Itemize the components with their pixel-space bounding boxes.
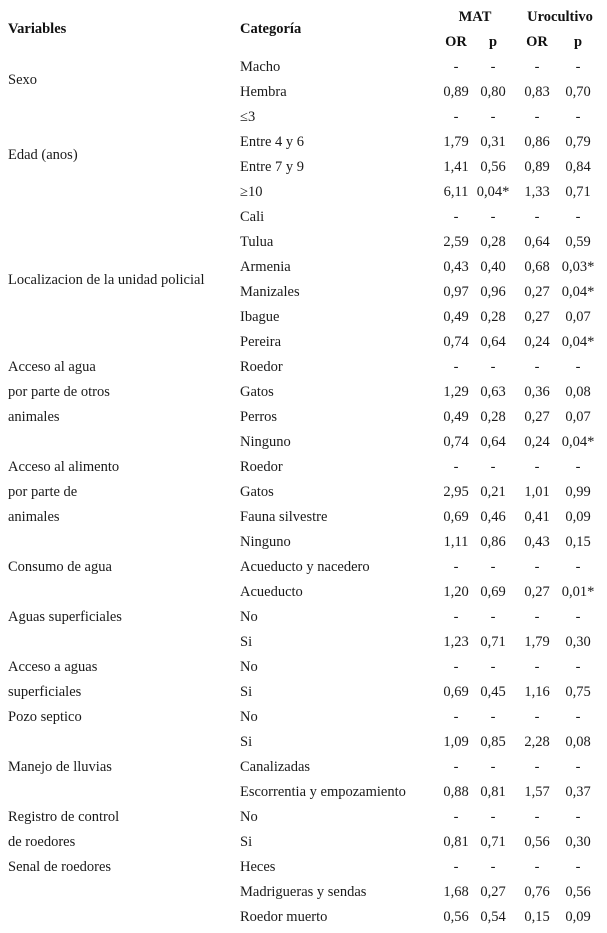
variable-label: Acceso a aguas [8,659,98,675]
variable-label: Aguas superficiales [8,609,122,625]
variable-label: animales [8,409,60,425]
mat-p-cell: 0,69 [480,584,506,600]
uro-p-cell: 0,59 [565,234,591,250]
mat-p-cell: 0,54 [480,909,506,925]
mat-p-cell: - [490,459,496,475]
mat-or-cell: 1,29 [443,384,469,400]
mat-or-cell: 0,88 [443,784,469,800]
uro-p-cell: - [575,209,581,225]
header-uro-or: OR [526,34,548,50]
mat-p-cell: 0,28 [480,409,506,425]
uro-or-cell: 0,24 [524,334,550,350]
uro-p-cell: 0,56 [565,884,591,900]
mat-p-cell: - [490,809,496,825]
uro-or-cell: 0,64 [524,234,550,250]
category-cell: Tulua [240,234,274,250]
uro-or-cell: 1,33 [524,184,550,200]
mat-or-cell: 1,23 [443,634,469,650]
mat-p-cell: - [490,709,496,725]
uro-p-cell: 0,75 [565,684,591,700]
uro-p-cell: 0,08 [565,384,591,400]
mat-p-cell: - [490,209,496,225]
uro-or-cell: - [534,109,540,125]
uro-or-cell: - [534,659,540,675]
category-cell: Ninguno [240,434,291,450]
header-mat: MAT [458,9,492,25]
category-cell: Entre 4 y 6 [240,134,305,150]
mat-or-cell: - [453,559,459,575]
mat-p-cell: - [490,759,496,775]
mat-p-cell: 0,40 [480,259,506,275]
mat-or-cell: 1,79 [443,134,469,150]
category-cell: No [240,709,258,725]
mat-or-cell: - [453,209,459,225]
mat-or-cell: 0,74 [443,434,469,450]
category-cell: Heces [240,859,276,875]
uro-p-cell: 0,07 [565,409,591,425]
uro-p-cell: - [575,59,581,75]
category-cell: Acueducto y nacedero [240,559,370,575]
uro-p-cell: 0,01* [561,584,595,600]
mat-p-cell: 0,31 [480,134,506,150]
mat-or-cell: - [453,609,459,625]
uro-or-cell: 0,27 [524,584,550,600]
uro-p-cell: 0,09 [565,909,591,925]
category-cell: Gatos [240,384,274,400]
category-cell: Gatos [240,484,274,500]
header-uro-p: p [573,34,583,50]
mat-p-cell: 0,04* [476,184,510,200]
uro-p-cell: 0,99 [565,484,591,500]
category-cell: ≤3 [240,109,256,125]
category-cell: Roedor [240,359,283,375]
uro-or-cell: 0,76 [524,884,550,900]
uro-p-cell: 0,30 [565,634,591,650]
uro-p-cell: - [575,859,581,875]
uro-or-cell: - [534,559,540,575]
uro-or-cell: 0,89 [524,159,550,175]
uro-or-cell: - [534,609,540,625]
category-cell: Escorrentia y empozamiento [240,784,406,800]
uro-p-cell: 0,79 [565,134,591,150]
mat-p-cell: 0,96 [480,284,506,300]
mat-or-cell: 0,97 [443,284,469,300]
category-cell: Canalizadas [240,759,311,775]
variable-label: por parte de [8,484,78,500]
category-cell: Roedor [240,459,283,475]
category-cell: No [240,809,258,825]
mat-or-cell: 2,59 [443,234,469,250]
mat-p-cell: 0,71 [480,834,506,850]
category-cell: Si [240,684,253,700]
category-cell: No [240,609,258,625]
mat-p-cell: 0,21 [480,484,506,500]
variable-label: Senal de roedores [8,859,112,875]
uro-or-cell: - [534,359,540,375]
category-cell: Madrigueras y sendas [240,884,367,900]
header-categoria: Categoría [240,21,302,37]
mat-p-cell: 0,85 [480,734,506,750]
uro-or-cell: - [534,459,540,475]
uro-p-cell: 0,37 [565,784,591,800]
mat-or-cell: - [453,59,459,75]
mat-or-cell: 1,11 [443,534,469,550]
variable-label: Sexo [8,71,37,88]
variable-label: animales [8,509,60,525]
category-cell: Pereira [240,334,282,350]
uro-p-cell: - [575,559,581,575]
category-cell: Ibague [240,309,280,325]
mat-p-cell: 0,86 [480,534,506,550]
mat-p-cell: 0,81 [480,784,506,800]
variable-label: Registro de control [8,809,120,825]
uro-or-cell: 0,27 [524,409,550,425]
uro-or-cell: 0,86 [524,134,550,150]
mat-p-cell: - [490,609,496,625]
header-urocultivo: Urocultivo [527,9,593,25]
uro-p-cell: 0,70 [565,84,591,100]
uro-p-cell: - [575,609,581,625]
mat-p-cell: 0,27 [480,884,506,900]
variable-label: Pozo septico [8,709,82,725]
uro-or-cell: - [534,759,540,775]
mat-or-cell: 6,11 [443,184,469,200]
category-cell: Si [240,734,253,750]
mat-or-cell: 0,43 [443,259,469,275]
category-cell: Hembra [240,84,287,100]
mat-or-cell: 2,95 [443,484,469,500]
mat-or-cell: 1,20 [443,584,469,600]
uro-p-cell: 0,71 [565,184,591,200]
uro-p-cell: 0,07 [565,309,591,325]
uro-or-cell: 0,83 [524,84,550,100]
uro-or-cell: 1,16 [524,684,550,700]
category-cell: Manizales [240,284,300,300]
mat-p-cell: 0,45 [480,684,506,700]
uro-p-cell: 0,08 [565,734,591,750]
uro-p-cell: - [575,659,581,675]
mat-p-cell: 0,63 [480,384,506,400]
mat-or-cell: 0,49 [443,309,469,325]
mat-or-cell: 0,69 [443,684,469,700]
mat-or-cell: 0,74 [443,334,469,350]
category-cell: No [240,659,258,675]
header-variables: Variables [8,21,67,37]
mat-p-cell: 0,64 [480,434,506,450]
category-cell: Si [240,634,253,650]
mat-p-cell: - [490,659,496,675]
mat-or-cell: 0,81 [443,834,469,850]
category-cell: Macho [240,59,281,75]
mat-p-cell: 0,80 [480,84,506,100]
category-cell: Armenia [240,259,291,275]
mat-or-cell: - [453,809,459,825]
mat-or-cell: 0,56 [443,909,469,925]
mat-or-cell: 1,09 [443,734,469,750]
category-cell: ≥10 [240,184,263,200]
mat-p-cell: 0,28 [480,309,506,325]
mat-or-cell: - [453,859,459,875]
category-cell: Ninguno [240,534,291,550]
category-cell: Acueducto [240,584,303,600]
variable-label: de roedores [8,834,76,850]
mat-or-cell: 1,41 [443,159,469,175]
uro-p-cell: 0,04* [561,284,595,300]
variable-label: superficiales [8,684,82,700]
mat-p-cell: 0,28 [480,234,506,250]
uro-or-cell: - [534,859,540,875]
uro-p-cell: 0,15 [565,534,591,550]
mat-p-cell: 0,46 [480,509,506,525]
mat-or-cell: - [453,759,459,775]
category-cell: Si [240,834,253,850]
uro-p-cell: 0,30 [565,834,591,850]
uro-p-cell: 0,09 [565,509,591,525]
uro-p-cell: 0,84 [565,159,591,175]
uro-or-cell: 0,27 [524,309,550,325]
mat-or-cell: - [453,709,459,725]
category-cell: Roedor muerto [240,909,328,925]
category-cell: Cali [240,209,265,225]
uro-p-cell: - [575,459,581,475]
uro-or-cell: 1,57 [524,784,550,800]
mat-or-cell: - [453,659,459,675]
uro-p-cell: - [575,109,581,125]
mat-or-cell: 0,49 [443,409,469,425]
uro-p-cell: - [575,709,581,725]
uro-or-cell: 0,68 [524,259,550,275]
mat-p-cell: - [490,559,496,575]
variable-label: Acceso al agua [8,359,96,375]
mat-p-cell: - [490,59,496,75]
uro-or-cell: 1,01 [524,484,550,500]
mat-or-cell: - [453,109,459,125]
variable-label: Manejo de lluvias [8,759,112,775]
uro-p-cell: - [575,809,581,825]
uro-or-cell: - [534,209,540,225]
mat-p-cell: 0,56 [480,159,506,175]
variable-label: Localizacion de la unidad policial [8,271,205,288]
uro-p-cell: - [575,759,581,775]
uro-or-cell: - [534,809,540,825]
mat-or-cell: - [453,359,459,375]
mat-p-cell: - [490,359,496,375]
uro-or-cell: 2,28 [524,734,550,750]
mat-or-cell: 1,68 [443,884,469,900]
uro-or-cell: 0,24 [524,434,550,450]
mat-or-cell: - [453,459,459,475]
category-cell: Fauna silvestre [240,509,328,525]
mat-or-cell: 0,69 [443,509,469,525]
uro-or-cell: 0,27 [524,284,550,300]
variable-label: Acceso al alimento [8,459,120,475]
uro-or-cell: 0,15 [524,909,550,925]
uro-or-cell: 0,41 [524,509,550,525]
uro-or-cell: 0,56 [524,834,550,850]
variable-label: por parte de otros [8,384,110,400]
uro-or-cell: - [534,709,540,725]
header-mat-or: OR [445,34,467,50]
header-mat-p: p [488,34,498,50]
variable-label: Edad (anos) [8,146,78,163]
mat-or-cell: 0,89 [443,84,469,100]
uro-p-cell: 0,03* [561,259,595,275]
mat-p-cell: - [490,859,496,875]
uro-or-cell: 0,36 [524,384,550,400]
category-cell: Entre 7 y 9 [240,159,305,175]
category-cell: Perros [240,409,278,425]
mat-p-cell: - [490,109,496,125]
variable-label: Consumo de agua [8,559,112,575]
mat-p-cell: 0,71 [480,634,506,650]
uro-or-cell: 0,43 [524,534,550,550]
uro-or-cell: 1,79 [524,634,550,650]
uro-p-cell: - [575,359,581,375]
uro-or-cell: - [534,59,540,75]
mat-p-cell: 0,64 [480,334,506,350]
uro-p-cell: 0,04* [561,334,595,350]
uro-p-cell: 0,04* [561,434,595,450]
